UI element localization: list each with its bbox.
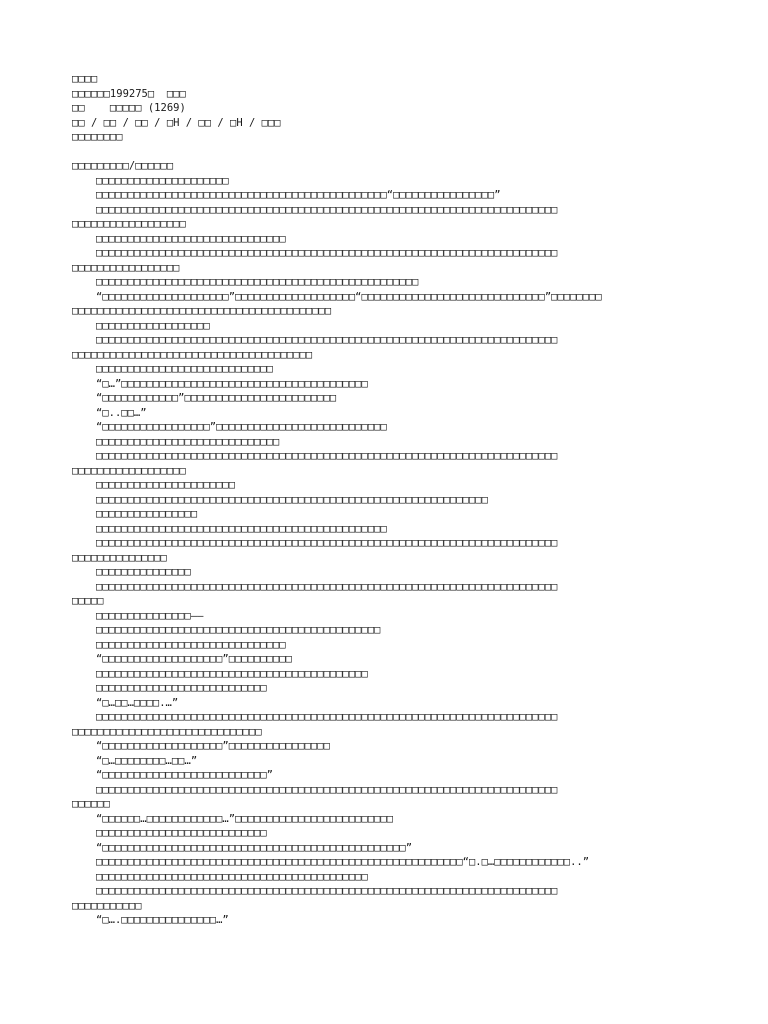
text-line: □□□□□□□□□□□□□□□—— (96, 609, 204, 622)
header-spacer (72, 145, 696, 160)
text-line: □□□□□□□□□□□□□□□□□□□□□□□□□□□□□□□□□□□□□□□□□□□□□□□□□□□□□□□□□□□□□□□□□□□□□□□□□ (96, 450, 558, 462)
text-line: “□□□□□□□□□□□□□□□□□□□”□□□□□□□□□□ (96, 653, 292, 665)
text-line: □□□□□□□□□□□□□□□□□□□□□□□□□□□□□□□□□□□□□□□□□□□□□□□□□□□□□□□□□□□□□□□□□□□□□□□□□ (96, 885, 558, 897)
document-page (72, 72, 696, 928)
text-line: □□□□□□□□□□□□□□□□□□□□□□□□□□□□□□□□□□□□□□ (72, 348, 313, 361)
text-line: □□□□□□□□□□□□□□□□□□□□□□ (96, 479, 236, 491)
breadcrumb: □□ / □□ / □□ / □H / □□ / □H / □□□ (72, 116, 281, 129)
text-line: □□□□□□□□□□□□□□□□□□□□□□□□□□□□□□□□□□□□□□□□□□□□□□ (96, 522, 387, 535)
text-line: □□□□□□□□□□□□□□□□□□□□□□□□□□□□□□□□□□□□□□□□□□□□□□□□□□□ (96, 276, 419, 288)
text-line: □□□□□□□□□□□□□□□□□□□□□□□□□□□□□□□□□□□□□□□□□□□□□□□□□□□□□□□□□□□□□□□□□□□□□□□□□ (96, 203, 558, 216)
text-line: “□□□□□□□□□□□□□□□□□□□”□□□□□□□□□□□□□□□□ (96, 740, 330, 752)
text-line: □□□□□□□□□□□□□□□□□□ (72, 218, 186, 230)
count-line: □□ □□□□□ (1269) (72, 102, 186, 114)
text-line: □□□□□ (72, 595, 104, 607)
text-line: □□□□□□□□□□□□□□□□□□□□□□□□□□□□□□□□□□□□□□□□□□□□□□□□□□□□□□□□□□□□□□□□□□□□□□□□□ (96, 783, 558, 796)
text-line: □□□□□□□□□□□□□□□□□□□□□ (96, 174, 229, 187)
text-line: □□□□□□□□□□□□□□□□□□□□□□□□□□□□□□□□□□□□□□□□□□□□□□“□□□□□□□□□□□□□□□□” (96, 189, 501, 201)
text-line: □□□□□□□□□□□□□□□□□□□□□□□□□□□□□□□□□□□□□□□□□□□□□□□□□□□□□□□□□□□□□□□□□□□□□□□□□ (96, 537, 558, 549)
text-line: □□□□□□□□□□□□□□□□□□□□□□□□□□□□□□ (96, 638, 286, 651)
text-line: “□□□□□□□□□□□□□□□□□□□□□□□□□□□□□□□□□□□□□□□□□□□□□□□□” (96, 841, 413, 854)
text-line: □□□□□□□□□□□□□□□□□□□□□□□□□□□□□□□□□□□□□□□□□□□□□□□□□□□□□□□□□□□□□□□□□□□□□□□□□ (96, 580, 558, 593)
text-line: □□□□□□□□□□□□□□□□□□ (96, 319, 210, 332)
text-line: □□□□□□□□□□□□□□□□□□□□□□□□□□□□□□ (72, 725, 262, 738)
text-line: □□□□□□□□□□□□□□□□□□□□□□□□□□□□□□ (96, 232, 286, 245)
text-line: □□□□□□□□□□□□□□□□□□□□□□□□□□□□□□□□□□□□□□□□□□□□□ (96, 624, 381, 636)
text-line: “□□□□□□□□□□□□□□□□□”□□□□□□□□□□□□□□□□□□□□□□□□□□□ (96, 421, 387, 433)
text-line: □□□□□□□□□□□□□□□□□□□□□□□□□□□□□□□□□□□□□□□□□□□□□□□□□□□□□□□□□□□□□□□□□□□□□□□□□ (96, 711, 558, 723)
text-line: □□□□□□ (72, 798, 110, 810)
text-line: □□□□□□□□□□□□□□□ (72, 551, 167, 564)
text-line: □□□□□□□□□□□□□□□□□□□□□□□□□□□ (96, 682, 267, 694)
text-line: □□□□□□□□□□□□□□□□□□ (72, 464, 186, 477)
text-line: □□□□□□□□□□□□□□□□□□□□□□□□□□□□ (96, 363, 274, 375)
text-line: “□…□□…□□□□.…” (96, 696, 179, 709)
text-line: “□□□□□□…□□□□□□□□□□□□…”□□□□□□□□□□□□□□□□□□□□□□□□□ (96, 812, 394, 825)
text-line: “□□□□□□□□□□□□□□□□□□□□□□□□□□” (96, 769, 274, 781)
text-line: “□….□□□□□□□□□□□□□□□…” (96, 914, 229, 926)
text-line: □□□□□□□□□□□ (72, 899, 142, 912)
text-line: □□□□□□□□□□□□□□□□□□□□□□□□□□□ (96, 827, 267, 839)
document-title: □□□□ (72, 73, 98, 85)
text-line: “□□□□□□□□□□□□”□□□□□□□□□□□□□□□□□□□□□□□□ (96, 392, 337, 404)
text-line: □□□□□□□□□□□□□□□□□□□□□□□□□□□□□□□□□□□□□□□□□□□ (96, 870, 368, 883)
text-line: “□…□□□□□□□□…□□…” (96, 754, 198, 767)
info-line: □□□□□□199275□ □□□ (72, 87, 186, 100)
document-body (72, 159, 696, 928)
text-line: □□□□□□□□□□□□□□□□□ (72, 261, 180, 274)
text-line: □□□□□□□□□□□□□□□□□□□□□□□□□□□□□ (96, 435, 280, 448)
text-line: □□□□□□□□□□□□□□□□□□□□□□□□□□□□□□□□□□□□□□□□□□□□□□□□□□□□□□□□□□“□.□…□□□□□□□□□□□□..” (96, 856, 590, 868)
text-line: □□□□□□□□□□□□□□□ (96, 566, 191, 578)
text-line: □□□□□□□□□□□□□□□□□□□□□□□□□□□□□□□□□□□□□□□□□□□□□□□□□□□□□□□□□□□□□□□□□□□□□□□□□ (96, 247, 558, 259)
document-subtitle: □□□□□□□□ (72, 131, 123, 143)
text-line: “□..□□…” (96, 406, 147, 419)
text-line: □□□□□□□□□□□□□□□□□□□□□□□□□□□□□□□□□□□□□□□□□□□□□□□□□□□□□□□□□□□□□□□□□□□□□□□□□ (96, 334, 558, 346)
text-line: □□□□□□□□□□□□□□□□□□□□□□□□□□□□□□□□□□□□□□□□□□□□□□□□□□□□□□□□□□□□□□ (96, 493, 488, 506)
text-line: □□□□□□□□□□□□□□□□ (96, 508, 198, 520)
text-line: “□□□□□□□□□□□□□□□□□□□□”□□□□□□□□□□□□□□□□□□□“□□□□□□□□□□□□□□□□□□□□□□□□□□□□□”□□□□□□□□ (96, 290, 602, 303)
text-line: □□□□□□□□□/□□□□□□ (72, 160, 174, 172)
text-line: □□□□□□□□□□□□□□□□□□□□□□□□□□□□□□□□□□□□□□□□□ (72, 305, 332, 317)
text-line: “□…”□□□□□□□□□□□□□□□□□□□□□□□□□□□□□□□□□□□□□□□ (96, 377, 368, 390)
text-line: □□□□□□□□□□□□□□□□□□□□□□□□□□□□□□□□□□□□□□□□□□□ (96, 667, 368, 680)
